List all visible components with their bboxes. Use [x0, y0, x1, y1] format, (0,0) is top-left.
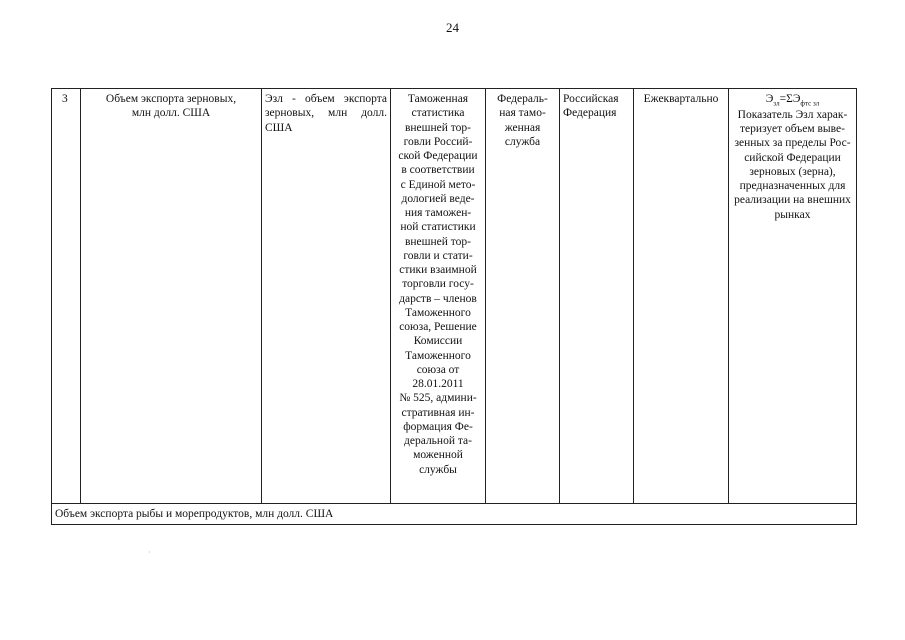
page-number: 24 [446, 20, 459, 35]
indicator-definition: Эзл - объем экспорта зерновых, млн долл. США [262, 89, 391, 504]
scan-speck: · [148, 548, 151, 557]
territorial-level: Российская Федерация [560, 89, 634, 504]
indicator-name: Объем экспорта зерновых, млн долл. США [81, 89, 262, 504]
data-source: Таможенная статистика внешней тор- говли Россий- ской Федерации в соответствии с Единой мето- дологией веде- ния таможен- ной статистики внешней тор- говли и стати- стики взаимной торговли госу- дарств – членов Таможенного союза, Решение Комиссии Таможенного союза от 28.01.2011 № 525, админи- стративная ин- формация Фе- деральной та- моженной службы [391, 89, 486, 504]
responsible-agency: Федераль- ная тамо- женная служба [486, 89, 560, 504]
row-index: 3 [52, 89, 81, 504]
table-row [52, 89, 857, 504]
calculation-method: $Э_{зл}=\Sigma Э_{фтс зл}$ Показатель Эзл харак- теризует объем выве- зенных за пределы Рос- сийской Федерации зерновых (зерна), предназначенных для реализации на внешних рынках [729, 89, 857, 504]
section-title: Объем экспорта рыбы и морепродуктов, млн долл. США [52, 504, 857, 525]
section-row [52, 504, 857, 525]
frequency: Ежеквартально [634, 89, 729, 504]
indicator-table [51, 88, 857, 525]
formula: $Э_{зл}=\Sigma Э_{фтс зл}$ [765, 93, 820, 108]
